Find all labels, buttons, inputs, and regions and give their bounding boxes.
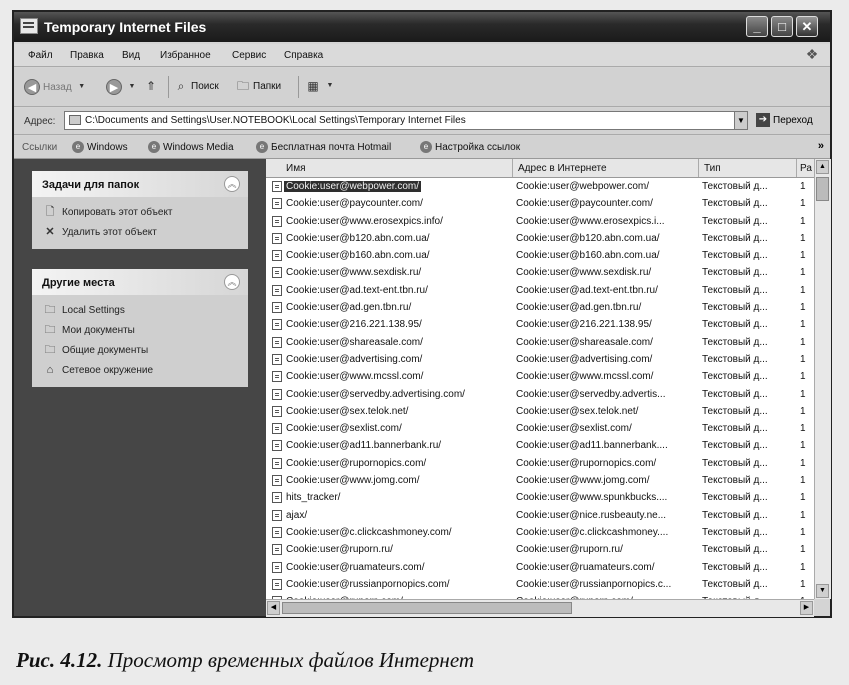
text-file-icon bbox=[272, 319, 282, 330]
column-divider[interactable] bbox=[512, 159, 513, 177]
text-file-icon bbox=[272, 406, 282, 417]
cell-url: Cookie:user@shareasale.com/ bbox=[516, 336, 653, 348]
cell-url: Cookie:user@nice.rusbeauty.ne... bbox=[516, 509, 667, 521]
link-windows-media[interactable] bbox=[148, 141, 234, 153]
cell-size: 1 bbox=[800, 319, 806, 331]
folders-icon: 🗀 bbox=[236, 79, 249, 93]
text-file-icon bbox=[272, 337, 282, 348]
address-label: Адрес: bbox=[24, 116, 56, 127]
table-row[interactable] bbox=[266, 316, 814, 333]
cell-name: Cookie:user@ruamateurs.com/ bbox=[286, 561, 425, 573]
table-row[interactable] bbox=[266, 507, 814, 524]
cell-size: 1 bbox=[800, 475, 806, 487]
scroll-thumb[interactable] bbox=[816, 177, 829, 201]
place-label: Сетевое окружение bbox=[62, 365, 154, 376]
figure-caption bbox=[16, 648, 474, 673]
back-label: Назад bbox=[43, 81, 72, 93]
place-shared-documents[interactable] bbox=[32, 341, 248, 361]
cell-name: Cookie:user@c.clickcashmoney.com/ bbox=[286, 526, 452, 538]
text-file-icon bbox=[272, 389, 282, 400]
cell-type: Текстовый д... bbox=[702, 284, 768, 296]
table-row[interactable] bbox=[266, 455, 814, 472]
close-button[interactable]: ✕ bbox=[796, 16, 818, 37]
table-row[interactable] bbox=[266, 403, 814, 420]
text-file-icon bbox=[272, 510, 282, 521]
cell-type: Текстовый д... bbox=[702, 319, 768, 331]
cell-type: Текстовый д... bbox=[702, 561, 768, 573]
column-divider[interactable] bbox=[698, 159, 699, 177]
views-button[interactable] bbox=[306, 79, 337, 93]
cell-type: Текстовый д... bbox=[702, 267, 768, 279]
cell-url: Cookie:user@www.mcssl.com/ bbox=[516, 371, 654, 383]
go-label: Переход bbox=[773, 114, 813, 126]
menu-view[interactable]: Вид bbox=[122, 50, 141, 61]
cell-size: 1 bbox=[800, 302, 806, 314]
cell-size: 1 bbox=[800, 440, 806, 452]
toolbar-separator bbox=[168, 76, 169, 98]
cell-size: 1 bbox=[800, 267, 806, 279]
link-hotmail[interactable] bbox=[256, 141, 391, 153]
table-row[interactable] bbox=[266, 437, 814, 454]
cell-type: Текстовый д... bbox=[702, 578, 768, 590]
up-folder-button[interactable] bbox=[144, 79, 158, 93]
link-customize[interactable] bbox=[420, 141, 520, 153]
ie-page-icon: e bbox=[256, 141, 268, 153]
explorer-window bbox=[12, 10, 832, 618]
table-row[interactable] bbox=[266, 576, 814, 593]
cell-type: Текстовый д... bbox=[702, 336, 768, 348]
cell-name: Cookie:user@servedby.advertising.com/ bbox=[286, 388, 465, 400]
text-file-icon bbox=[272, 302, 282, 313]
cell-type: Текстовый д... bbox=[702, 181, 768, 192]
cell-name: Cookie:user@advertising.com/ bbox=[286, 353, 423, 365]
place-network[interactable] bbox=[32, 361, 248, 381]
link-label: Windows bbox=[87, 141, 128, 153]
cell-url: Cookie:user@b160.abn.com.ua/ bbox=[516, 250, 660, 262]
folders-label: Папки bbox=[253, 80, 282, 92]
table-row[interactable] bbox=[266, 213, 814, 230]
ie-page-icon: e bbox=[72, 141, 84, 153]
link-label: Настройка ссылок bbox=[435, 141, 521, 153]
table-row[interactable] bbox=[266, 559, 814, 576]
text-file-icon bbox=[272, 562, 282, 573]
table-row[interactable] bbox=[266, 368, 814, 385]
cell-name: Cookie:user@b120.abn.com.ua/ bbox=[286, 232, 430, 244]
cell-url: Cookie:user@www.sexdisk.ru/ bbox=[516, 267, 652, 279]
column-header-size[interactable]: Ра bbox=[800, 163, 812, 174]
cell-url: Cookie:user@sex.telok.net/ bbox=[516, 405, 639, 417]
cell-name: Cookie:user@ad.gen.tbn.ru/ bbox=[286, 302, 412, 314]
cell-name: Cookie:user@ruporn.ru/ bbox=[286, 544, 393, 556]
cell-url: Cookie:user@paycounter.com/ bbox=[516, 198, 653, 210]
other-places-title: Другие места bbox=[42, 277, 115, 289]
text-file-icon bbox=[272, 233, 282, 244]
table-row[interactable] bbox=[266, 489, 814, 506]
table-row[interactable] bbox=[266, 420, 814, 437]
table-row[interactable] bbox=[266, 195, 814, 212]
table-row[interactable] bbox=[266, 351, 814, 368]
back-button[interactable] bbox=[24, 79, 89, 95]
cell-url: Cookie:user@rupornopics.com/ bbox=[516, 457, 657, 469]
folder-icon: 🗀 bbox=[44, 324, 56, 336]
dropdown-arrow-icon[interactable]: ▼ bbox=[78, 83, 86, 90]
figure-text: Просмотр временных файлов Интернет bbox=[107, 648, 475, 672]
menu-edit[interactable]: Правка bbox=[70, 50, 104, 61]
links-label: Ссылки bbox=[22, 142, 58, 153]
cell-type: Текстовый д... bbox=[702, 423, 768, 435]
windows-logo-icon: ❖ bbox=[805, 46, 819, 62]
folders-button[interactable] bbox=[236, 79, 281, 93]
text-file-icon bbox=[272, 475, 282, 486]
cell-url: Cookie:user@ruporn.ru/ bbox=[516, 544, 623, 556]
folder-icon: 🗀 bbox=[44, 304, 56, 316]
cell-url: Cookie:user@www.jomg.com/ bbox=[516, 475, 650, 487]
cell-name: Cookie:user@rupornopics.com/ bbox=[286, 457, 427, 469]
cell-type: Текстовый д... bbox=[702, 198, 768, 210]
text-file-icon bbox=[272, 440, 282, 451]
address-input[interactable] bbox=[64, 111, 744, 130]
cell-name: Cookie:user@paycounter.com/ bbox=[286, 198, 423, 210]
cell-name: Cookie:user@ad11.bannerbank.ru/ bbox=[286, 440, 442, 452]
other-places-header[interactable] bbox=[32, 269, 248, 295]
collapse-chevron-icon[interactable]: ︽ bbox=[224, 274, 240, 290]
task-pane bbox=[14, 159, 266, 616]
dropdown-arrow-icon[interactable]: ▼ bbox=[128, 83, 136, 90]
cell-url: Cookie:user@ad.text-ent.tbn.ru/ bbox=[516, 284, 658, 296]
table-row[interactable] bbox=[266, 524, 814, 541]
table-row[interactable] bbox=[266, 334, 814, 351]
dropdown-arrow-icon: ▼ bbox=[326, 82, 334, 89]
column-header-name[interactable]: Имя bbox=[286, 163, 306, 174]
text-file-icon bbox=[272, 492, 282, 503]
text-file-icon bbox=[272, 544, 282, 555]
cell-name: Cookie:user@ad.text-ent.tbn.ru/ bbox=[286, 284, 428, 296]
cell-size: 1 bbox=[800, 578, 806, 590]
cell-url: Cookie:user@webpower.com/ bbox=[516, 181, 649, 192]
cell-size: 1 bbox=[800, 388, 806, 400]
cell-size: 1 bbox=[800, 198, 806, 210]
cell-name: Cookie:user@www.erosexpics.info/ bbox=[286, 215, 443, 227]
search-icon: ⌕ bbox=[177, 79, 185, 93]
cell-url: Cookie:user@advertising.com/ bbox=[516, 353, 653, 365]
back-arrow-icon: ◀ bbox=[24, 79, 40, 95]
text-file-icon bbox=[272, 354, 282, 365]
up-folder-icon: ⇑ bbox=[145, 79, 157, 93]
cell-type: Текстовый д... bbox=[702, 475, 768, 487]
cell-name: Cookie:user@russianpornopics.com/ bbox=[286, 578, 450, 590]
links-bar bbox=[14, 136, 830, 159]
cell-size: 1 bbox=[800, 353, 806, 365]
cell-url: Cookie:user@b120.abn.com.ua/ bbox=[516, 232, 660, 244]
text-file-icon bbox=[272, 216, 282, 227]
address-dropdown-button[interactable]: ▼ bbox=[734, 111, 748, 130]
column-header-url[interactable]: Адрес в Интернете bbox=[518, 163, 607, 174]
cell-url: Cookie:user@sexlist.com/ bbox=[516, 423, 632, 435]
menu-favorites[interactable]: Избранное bbox=[160, 50, 211, 61]
cell-name: Cookie:user@shareasale.com/ bbox=[286, 336, 423, 348]
cell-size: 1 bbox=[800, 544, 806, 556]
cell-type: Текстовый д... bbox=[702, 492, 768, 504]
collapse-chevron-icon[interactable]: ︽ bbox=[224, 176, 240, 192]
other-places-panel bbox=[32, 269, 248, 387]
cell-type: Текстовый д... bbox=[702, 509, 768, 521]
file-list bbox=[266, 159, 814, 599]
views-icon: ▦ bbox=[307, 79, 319, 93]
ie-page-icon: e bbox=[148, 141, 160, 153]
copy-icon: 🗋 bbox=[45, 206, 55, 218]
cell-size: 1 bbox=[800, 509, 806, 521]
cell-type: Текстовый д... bbox=[702, 440, 768, 452]
cell-name: hits_tracker/ bbox=[286, 492, 341, 504]
maximize-button[interactable]: □ bbox=[771, 16, 793, 37]
place-local-settings[interactable] bbox=[32, 301, 248, 321]
cell-size: 1 bbox=[800, 284, 806, 296]
table-row[interactable] bbox=[266, 282, 814, 299]
folder-tasks-title: Задачи для папок bbox=[42, 179, 140, 191]
text-file-icon bbox=[272, 371, 282, 382]
standard-toolbar bbox=[14, 68, 830, 107]
place-my-documents[interactable] bbox=[32, 321, 248, 341]
cell-name: Cookie:user@sex.telok.net/ bbox=[286, 405, 409, 417]
forward-arrow-icon: ▶ bbox=[106, 79, 122, 95]
cell-url: Cookie:user@russianpornopics.c... bbox=[516, 578, 672, 590]
cell-size: 1 bbox=[800, 492, 806, 504]
scroll-left-arrow-icon[interactable]: ◀ bbox=[267, 601, 280, 615]
links-overflow-chevron-icon[interactable]: » bbox=[817, 140, 824, 152]
menu-help[interactable]: Справка bbox=[284, 50, 324, 61]
cell-size: 1 bbox=[800, 371, 806, 383]
table-row[interactable] bbox=[266, 472, 814, 489]
cell-size: 1 bbox=[800, 336, 806, 348]
cell-url: Cookie:user@ad.gen.tbn.ru/ bbox=[516, 302, 642, 314]
cell-size: 1 bbox=[800, 526, 806, 538]
vertical-scrollbar[interactable] bbox=[814, 159, 831, 599]
column-header-type[interactable]: Тип bbox=[704, 163, 721, 174]
folder-icon: 🗀 bbox=[44, 344, 56, 356]
delete-icon: ✕ bbox=[45, 226, 55, 238]
folder-icon bbox=[69, 115, 81, 125]
file-rows bbox=[266, 178, 814, 610]
cell-name: Cookie:user@sexlist.com/ bbox=[286, 423, 402, 435]
text-file-icon bbox=[272, 250, 282, 261]
menu-bar bbox=[14, 44, 830, 67]
window-icon bbox=[20, 18, 38, 34]
ie-page-icon: e bbox=[420, 141, 432, 153]
toolbar-separator bbox=[298, 76, 299, 98]
text-file-icon bbox=[272, 579, 282, 590]
cell-type: Текстовый д... bbox=[702, 215, 768, 227]
table-row[interactable] bbox=[266, 230, 814, 247]
scroll-right-arrow-icon[interactable]: ▶ bbox=[800, 601, 813, 615]
text-file-icon bbox=[272, 423, 282, 434]
minimize-button[interactable]: _ bbox=[746, 16, 768, 37]
cell-size: 1 bbox=[800, 232, 806, 244]
cell-url: Cookie:user@www.spunkbucks.... bbox=[516, 492, 668, 504]
task-copy-item[interactable] bbox=[32, 203, 248, 223]
table-row[interactable] bbox=[266, 247, 814, 264]
window-title: Temporary Internet Files bbox=[44, 19, 207, 35]
cell-type: Текстовый д... bbox=[702, 526, 768, 538]
task-label: Копировать этот объект bbox=[62, 207, 173, 218]
cell-size: 1 bbox=[800, 405, 806, 417]
cell-size: 1 bbox=[800, 423, 806, 435]
menu-tools[interactable]: Сервис bbox=[232, 50, 267, 61]
cell-url: Cookie:user@ruamateurs.com/ bbox=[516, 561, 655, 573]
cell-name: Cookie:user@b160.abn.com.ua/ bbox=[286, 250, 430, 262]
column-header-row bbox=[266, 159, 814, 178]
forward-button[interactable] bbox=[106, 79, 139, 95]
link-windows[interactable] bbox=[72, 141, 128, 153]
cell-type: Текстовый д... bbox=[702, 353, 768, 365]
column-divider[interactable] bbox=[796, 159, 797, 177]
text-file-icon bbox=[272, 198, 282, 209]
cell-size: 1 bbox=[800, 457, 806, 469]
cell-name: Cookie:user@www.mcssl.com/ bbox=[286, 371, 424, 383]
go-arrow-icon: ➔ bbox=[756, 113, 770, 127]
text-file-icon bbox=[272, 181, 282, 192]
cell-type: Текстовый д... bbox=[702, 371, 768, 383]
table-row[interactable] bbox=[266, 264, 814, 281]
search-label: Поиск bbox=[191, 80, 219, 92]
horizontal-scrollbar[interactable] bbox=[266, 599, 814, 617]
cell-name: ajax/ bbox=[286, 509, 308, 521]
text-file-icon bbox=[272, 285, 282, 296]
cell-size: 1 bbox=[800, 181, 806, 192]
link-label: Windows Media bbox=[163, 141, 234, 153]
table-row[interactable] bbox=[266, 299, 814, 316]
go-button[interactable] bbox=[756, 113, 813, 127]
cell-name: Cookie:user@www.jomg.com/ bbox=[286, 475, 420, 487]
cell-size: 1 bbox=[800, 561, 806, 573]
cell-url: Cookie:user@www.erosexpics.i... bbox=[516, 215, 665, 227]
address-bar bbox=[14, 108, 830, 135]
place-label: Local Settings bbox=[62, 305, 125, 316]
cell-name: Cookie:user@www.sexdisk.ru/ bbox=[286, 267, 422, 279]
menu-file[interactable]: Файл bbox=[28, 50, 53, 61]
task-label: Удалить этот объект bbox=[62, 227, 157, 238]
cell-url: Cookie:user@c.clickcashmoney.... bbox=[516, 526, 669, 538]
table-row[interactable] bbox=[266, 386, 814, 403]
cell-type: Текстовый д... bbox=[702, 388, 768, 400]
cell-type: Текстовый д... bbox=[702, 457, 768, 469]
cell-size: 1 bbox=[800, 250, 806, 262]
cell-size: 1 bbox=[800, 215, 806, 227]
table-row[interactable] bbox=[266, 541, 814, 558]
place-label: Общие документы bbox=[62, 345, 149, 356]
cell-type: Текстовый д... bbox=[702, 302, 768, 314]
task-delete-item[interactable] bbox=[32, 223, 248, 243]
network-icon: ⌂ bbox=[46, 364, 54, 376]
cell-url: Cookie:user@216.221.138.95/ bbox=[516, 319, 652, 331]
text-file-icon bbox=[272, 458, 282, 469]
cell-url: Cookie:user@servedby.advertis... bbox=[516, 388, 666, 400]
figure-number: Рис. 4.12. bbox=[16, 648, 103, 672]
address-value: C:\Documents and Settings\User.NOTEBOOK\Local Settings\Temporary Internet Files bbox=[85, 115, 466, 126]
title-bar[interactable] bbox=[14, 12, 830, 42]
folder-tasks-panel bbox=[32, 171, 248, 249]
cell-name: Cookie:user@webpower.com/ bbox=[286, 181, 419, 192]
text-file-icon bbox=[272, 527, 282, 538]
cell-name: Cookie:user@216.221.138.95/ bbox=[286, 319, 422, 331]
cell-type: Текстовый д... bbox=[702, 250, 768, 262]
cell-type: Текстовый д... bbox=[702, 232, 768, 244]
scroll-up-arrow-icon[interactable]: ▲ bbox=[816, 160, 829, 174]
place-label: Мои документы bbox=[62, 325, 135, 336]
table-row[interactable] bbox=[266, 178, 814, 195]
search-button[interactable] bbox=[174, 79, 219, 93]
link-label: Бесплатная почта Hotmail bbox=[271, 141, 392, 153]
scroll-down-arrow-icon[interactable]: ▼ bbox=[816, 584, 829, 598]
cell-type: Текстовый д... bbox=[702, 544, 768, 556]
text-file-icon bbox=[272, 267, 282, 278]
cell-type: Текстовый д... bbox=[702, 405, 768, 417]
scroll-thumb[interactable] bbox=[282, 602, 572, 614]
cell-url: Cookie:user@ad11.bannerbank.... bbox=[516, 440, 668, 452]
folder-tasks-header[interactable] bbox=[32, 171, 248, 197]
